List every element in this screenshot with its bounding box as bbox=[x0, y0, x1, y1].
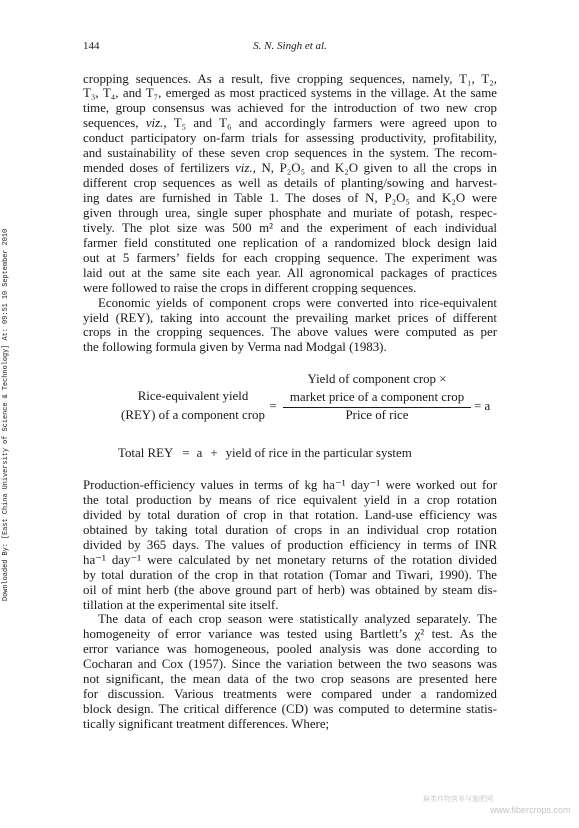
text-line: conduct participatory on-farm trials for assessing productivity, profitability, bbox=[83, 131, 497, 146]
text-line: the following formula given by Verma nad Modgal (1983). bbox=[83, 340, 387, 355]
text-segment: T₅ and T₆ and accordingly farmers were agreed upon to bbox=[166, 116, 497, 131]
text-line: Economic yields of component crops were converted into rice-equivalent bbox=[98, 295, 497, 310]
equation-term: yield of rice in the particular system bbox=[225, 446, 412, 460]
text-line: obtained by taking total duration of crops in an individual crop rotation bbox=[83, 522, 497, 537]
text-line: given through urea, single super phosphate and muriate of potash, respec- bbox=[83, 205, 497, 220]
paragraph-1 bbox=[83, 72, 497, 296]
formula-numerator-line: Yield of component crop × bbox=[307, 372, 447, 386]
paragraph-3 bbox=[83, 478, 497, 612]
text-line: T₃, T₄, and T₇, emerged as most practiced systems in the village. At the same bbox=[83, 86, 497, 101]
text-segment: N, P₂O₅ and K₂O given to all the crops in bbox=[255, 161, 497, 176]
text-line: not significant, the mean data of the two crop seasons are presented here bbox=[83, 672, 497, 687]
running-head: S. N. Singh et al. bbox=[253, 40, 327, 52]
text-segment: mended doses of fertilizers bbox=[83, 161, 236, 176]
text-line: ha⁻¹ day⁻¹ were calculated by net monetary returns of the rotation divided bbox=[83, 552, 497, 567]
text-line: tically significant treatment differences. Where; bbox=[83, 717, 330, 731]
text-line bbox=[83, 116, 497, 131]
text-line: the total production by means of rice equivalent yield in a crop rotation bbox=[83, 492, 497, 507]
text-line: farmer field constituted one replication of a randomized block design laid bbox=[83, 235, 497, 250]
watermark-site-name: 麻类作物营养与施肥网 bbox=[423, 795, 493, 803]
text-line: out at 5 farmers’ fields for each cropping sequence. The experiment was bbox=[83, 250, 497, 265]
text-segment: sequences, bbox=[83, 116, 146, 131]
italic-term: viz., bbox=[235, 161, 256, 176]
text-line: by total duration of the crop in that rotation (Tomar and Tiwari, 1990). The bbox=[83, 567, 497, 582]
text-line: oil of mint herb (the above ground part of herb) was obtained by steam dis- bbox=[83, 582, 497, 597]
text-line: for discussion. Various treatments were compared under a randomized bbox=[83, 687, 497, 702]
text-line: divided by total duration of crop in that rotation. Land-use efficiency was bbox=[83, 507, 497, 522]
page-number: 144 bbox=[83, 40, 100, 52]
equation-lhs: Total REY bbox=[118, 446, 174, 460]
equation-plus-sign: + bbox=[210, 446, 218, 460]
italic-term: viz., bbox=[145, 116, 167, 131]
text-line: block design. The critical difference (CD) was computed to determine statis- bbox=[83, 702, 497, 717]
equation-equals-sign: = bbox=[182, 446, 190, 460]
text-line: yield (REY), taking into account the prevailing market prices of different bbox=[83, 310, 497, 325]
formula-lhs-line: (REY) of a component crop bbox=[121, 408, 265, 422]
formula-denominator: Price of rice bbox=[345, 408, 409, 422]
text-line: cropping sequences. As a result, five cropping sequences, namely, T₁, T₂, bbox=[83, 71, 497, 86]
text-line: error variance was homogeneous, pooled analysis was done according to bbox=[83, 642, 497, 657]
text-line: crops in the cropping sequences. The above values were computed as per bbox=[83, 325, 497, 340]
text-line: homogeneity of error variance was tested using Bartlett’s χ² test. As the bbox=[83, 627, 497, 642]
rey-formula bbox=[100, 365, 500, 430]
text-line: divided by 365 days. The values of production efficiency in terms of INR bbox=[83, 537, 497, 552]
paragraph-2 bbox=[83, 296, 497, 356]
text-line: laid out at the same site each year. All agronomical packages of practices bbox=[83, 265, 497, 280]
paragraph-4 bbox=[83, 612, 497, 732]
text-line: tillation at the experimental site itself. bbox=[83, 597, 279, 612]
text-line bbox=[83, 161, 497, 176]
watermark-url: www.fibercrops.com bbox=[490, 805, 571, 815]
body-text-upper bbox=[83, 72, 497, 356]
text-line: ing dates are furnished in Table 1. The doses of N, P₂O₅ and K₂O were bbox=[83, 191, 497, 205]
formula-lhs-line: Rice-equivalent yield bbox=[137, 389, 249, 403]
text-line: Production-efficiency values in terms of kg ha⁻¹ day⁻¹ were worked out for bbox=[83, 478, 497, 492]
text-line: Cocharan and Cox (1957). Since the variation between the two seasons was bbox=[83, 657, 497, 672]
text-line: time, group consensus was achieved for the introduction of two new crop bbox=[83, 101, 497, 116]
text-line: and sustainability of these seven crop sequences in the system. The recom- bbox=[83, 146, 497, 161]
text-line: different crop sequences as well as details of planting/sowing and harvest- bbox=[83, 176, 497, 191]
formula-result: = a bbox=[474, 398, 491, 413]
formula-equals-sign: = bbox=[269, 398, 277, 413]
text-line: The data of each crop season were statistically analyzed separately. The bbox=[98, 612, 497, 627]
text-line: were followed to raise the crops in different cropping sequences. bbox=[83, 280, 417, 295]
text-line: tively. The plot size was 500 m² and the experiment of each individual bbox=[83, 220, 497, 235]
download-stamp: Downloaded By: [East China University of Science & Technology] At: 09:51 10 September 2010 bbox=[2, 228, 10, 601]
equation-term: a bbox=[196, 446, 203, 460]
total-rey-equation bbox=[118, 446, 412, 461]
formula-numerator-line: market price of a component crop bbox=[283, 390, 471, 408]
body-text-lower bbox=[83, 478, 497, 732]
